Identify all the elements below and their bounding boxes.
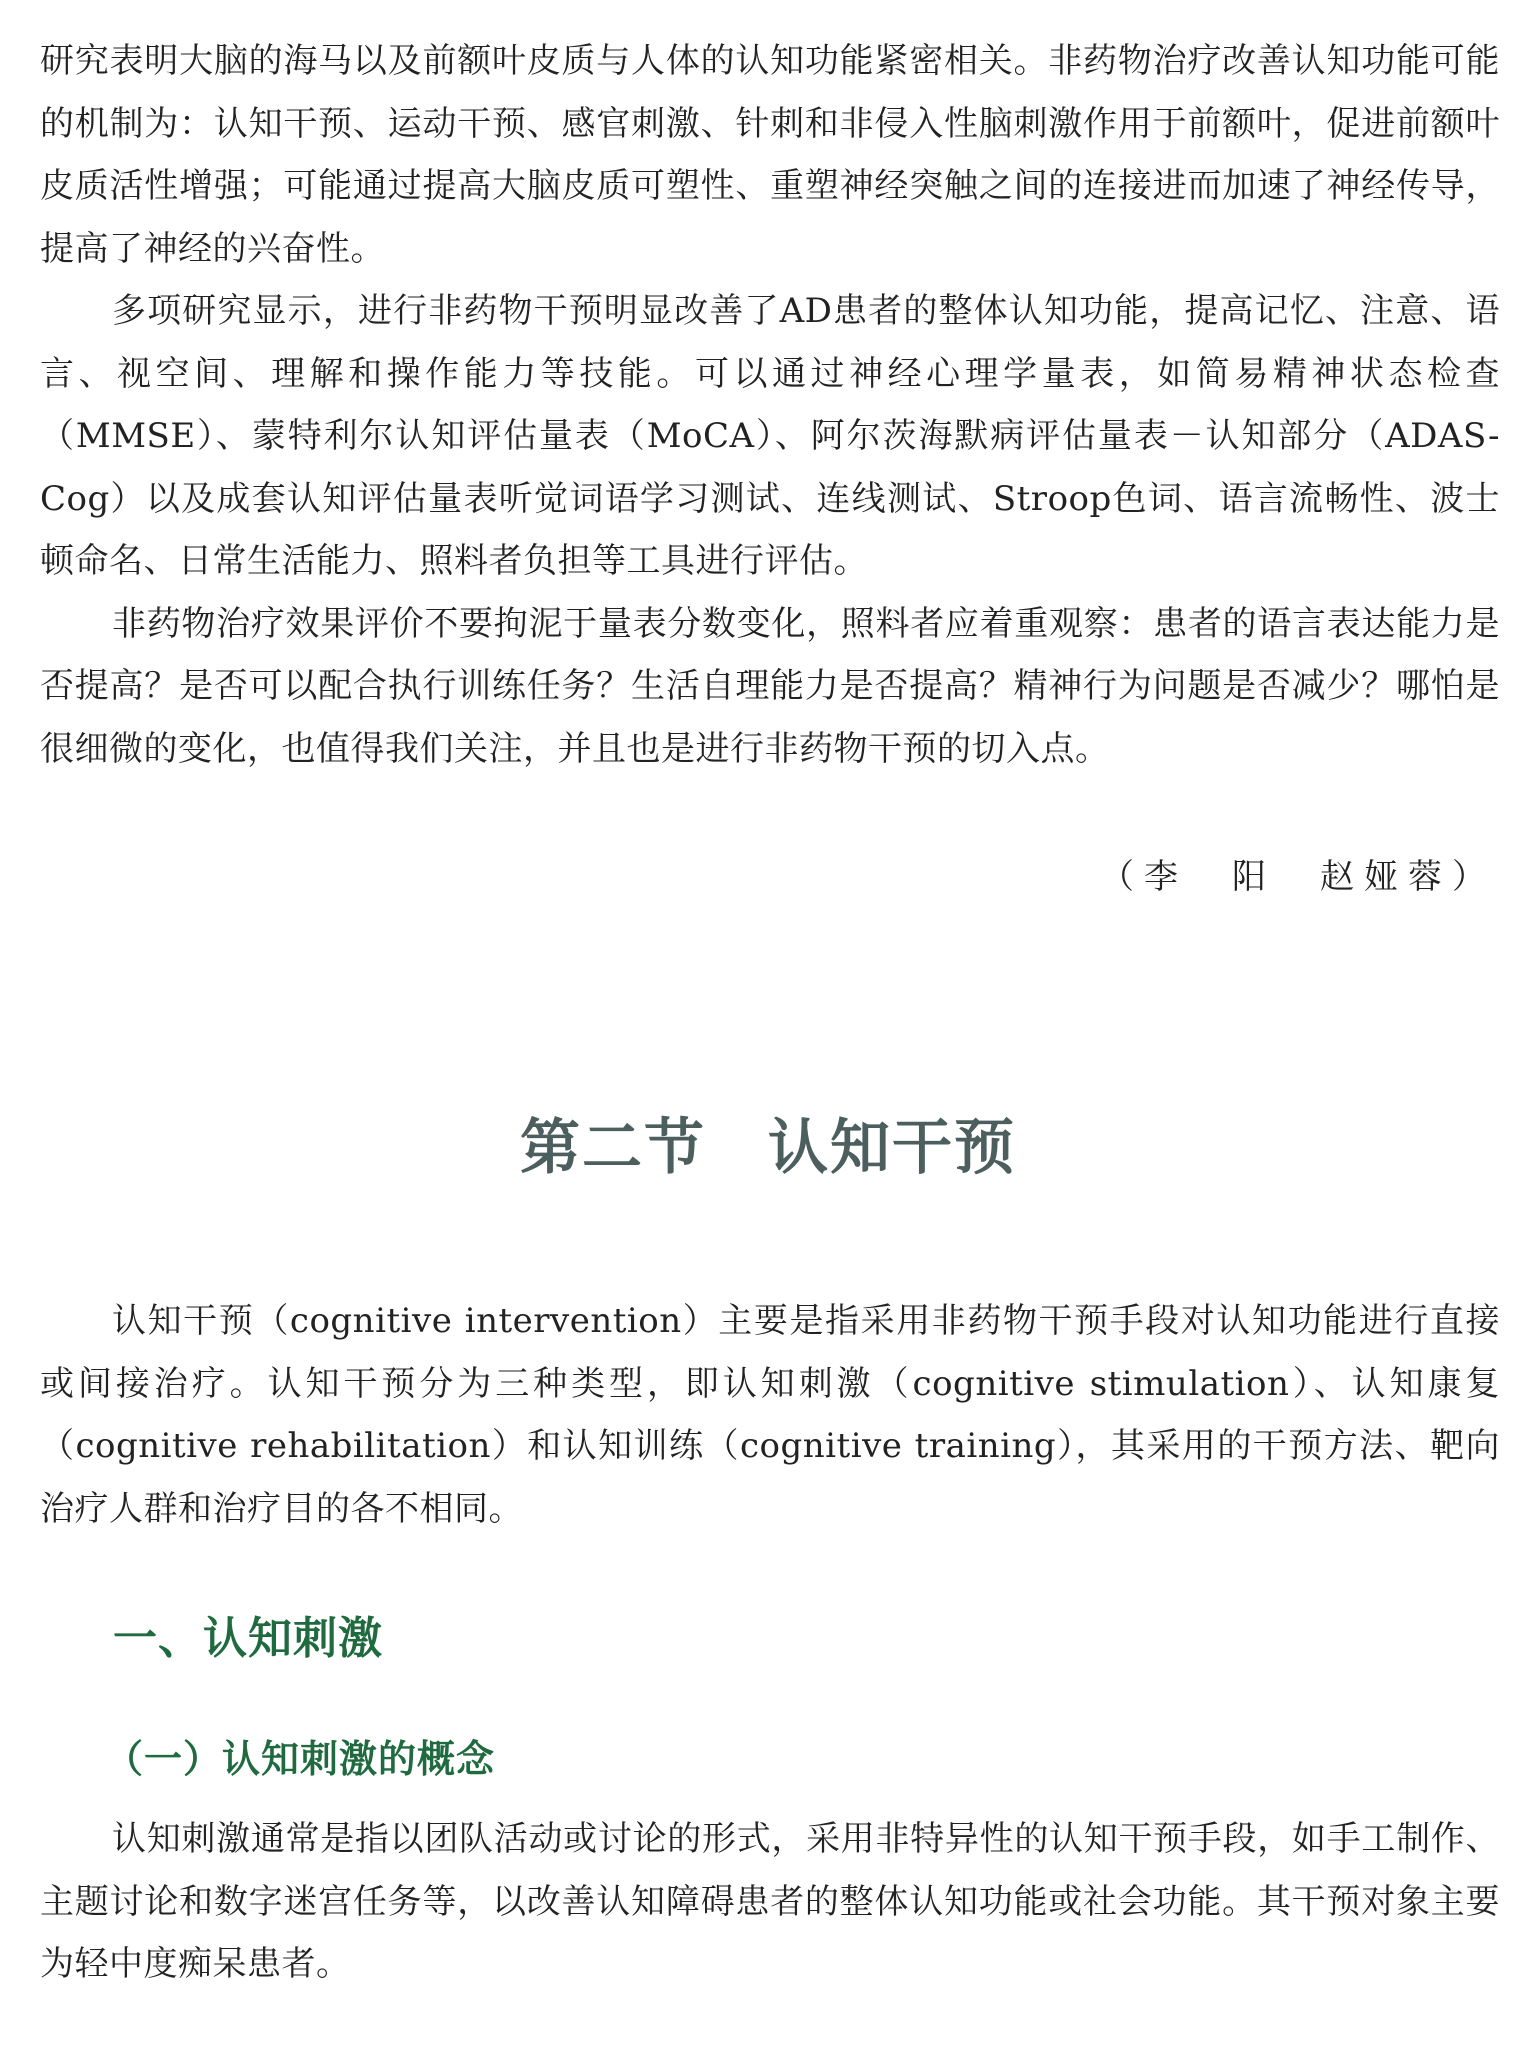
concept-paragraph: 认知刺激通常是指以团队活动或讨论的形式，采用非特异性的认知干预手段，如手工制作、主题讨论和数字迷宫任务等，以改善认知障碍患者的整体认知功能或社会功能。其干预对象主要为轻中度痴呆患者。 bbox=[40, 1819, 1500, 1984]
section-intro-paragraph: 认知干预（cognitive intervention）主要是指采用非药物干预手段对认知功能进行直接或间接治疗。认知干预分为三种类型，即认知刺激（cognitive stimulation）、认知康复（cognitive rehabilitation）和认知训练（cognitive training），其采用的干预方法、靶向治疗人群和治疗目的各不相同。 bbox=[40, 1301, 1500, 1529]
subsection-heading: 一、认知刺激 bbox=[113, 1613, 383, 1664]
intro-paragraph-assessment: 多项研究显示，进行非药物干预明显改善了AD患者的整体认知功能，提高记忆、注意、语言、视空间、理解和操作能力等技能。可以通过神经心理学量表，如简易精神状态检查（MMSE）、蒙特利尔认知评估量表（MoCA）、阿尔茨海默病评估量表－认知部分（ADAS-Cog）以及成套认知评估量表听觉词语学习测试、连线测试、Stroop色词、语言流畅性、波士顿命名、日常生活能力、照料者负担等工具进行评估。 bbox=[40, 291, 1500, 581]
intro-paragraph-mechanism: 研究表明大脑的海马以及前额叶皮质与人体的认知功能紧密相关。非药物治疗改善认知功能可能的机制为：认知干预、运动干预、感官刺激、针刺和非侵入性脑刺激作用于前额叶，促进前额叶皮质活性增强；可能通过提高大脑皮质可塑性、重塑神经突触之间的连接进而加速了神经传导，提高了神经的兴奋性。 bbox=[40, 41, 1500, 269]
section-title: 第二节 认知干预 bbox=[520, 1113, 1016, 1183]
sub-subsection-heading: （一）认知刺激的概念 bbox=[105, 1736, 496, 1781]
concept-text-block bbox=[40, 1808, 1500, 1996]
section-intro-block bbox=[40, 1290, 1500, 1540]
intro-paragraph-evaluation: 非药物治疗效果评价不要拘泥于量表分数变化，照料者应着重观察：患者的语言表达能力是否提高？是否可以配合执行训练任务？生活自理能力是否提高？精神行为问题是否减少？哪怕是很细微的变化，也值得我们关注，并且也是进行非药物干预的切入点。 bbox=[40, 603, 1500, 769]
author-credit: （李 阳 赵娅蓉） bbox=[1100, 857, 1496, 897]
intro-text-block bbox=[40, 30, 1500, 780]
